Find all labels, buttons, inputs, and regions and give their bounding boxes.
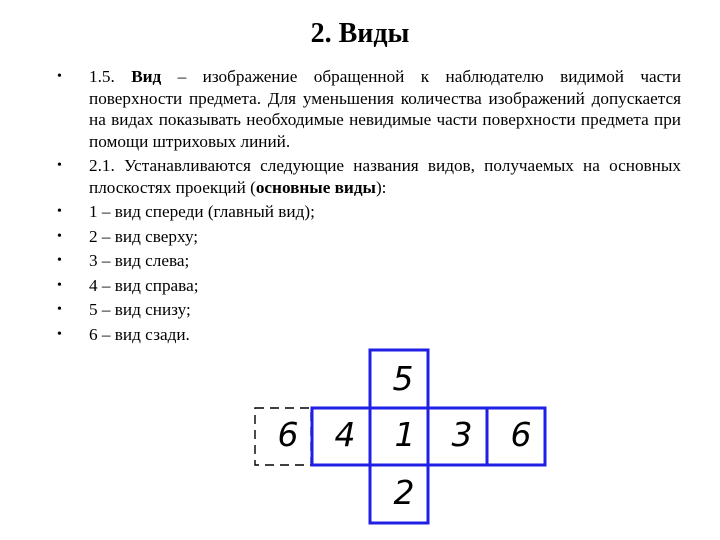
item-term: Вид: [131, 67, 162, 86]
item-term: основные виды: [255, 177, 376, 197]
bullet-icon: •: [57, 277, 62, 293]
item-prefix: 1.5.: [89, 67, 132, 86]
item-prefix: 2.1. Устанавливаются следующие названия видов, получаемых на основных плоскостях проекций (: [89, 156, 681, 197]
view-label-6: 6: [510, 415, 532, 454]
bullet-icon: •: [57, 302, 62, 317]
item-text: – изображение обращенной к наблюдателю видимой части поверхности предмета. Для уменьшения количества изображений допускается на видах показывать необходимые невидимые части поверхности предмета при помощи штриховых линий.: [89, 67, 682, 151]
item-text: 3 – вид слева;: [89, 251, 190, 270]
bullet-icon: •: [57, 253, 62, 268]
bullet-icon: •: [57, 228, 62, 244]
item-text: 5 – вид снизу;: [89, 300, 191, 319]
view-label-1: 1: [394, 415, 416, 454]
view-label-6-dashed: 6: [277, 415, 299, 454]
item-text: 4 – вид справа;: [89, 275, 199, 295]
bullet-icon: •: [57, 158, 62, 173]
item-text: 2 – вид сверху;: [89, 226, 199, 246]
view-label-3: 3: [451, 415, 473, 454]
item-text: 1 – вид спереди (главный вид);: [89, 202, 315, 221]
item-text: ):: [375, 177, 387, 197]
bullet-icon: •: [57, 69, 62, 84]
bullet-icon: •: [57, 326, 62, 342]
view-label-4: 4: [334, 415, 356, 454]
view-label-2: 2: [393, 473, 415, 512]
view-label-5: 5: [392, 359, 414, 398]
slide-title: 2. Виды: [310, 18, 410, 49]
item-text: 6 – вид сзади.: [89, 324, 190, 344]
bullet-icon: •: [57, 204, 62, 219]
